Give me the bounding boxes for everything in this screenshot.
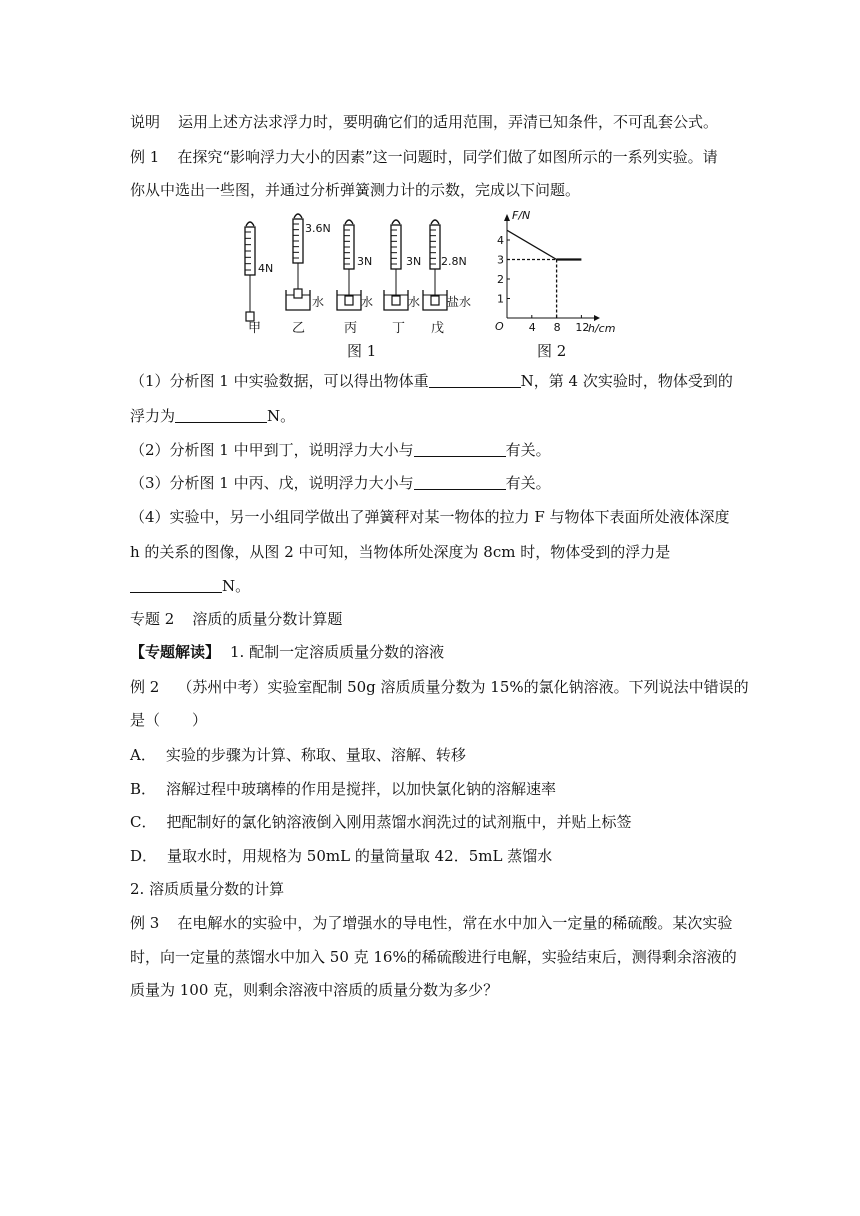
example2-label: 例 2 [130,678,160,696]
option-b-text: 溶解过程中玻璃棒的作用是搅拌，以加快氯化钠的溶解速率 [166,780,557,798]
example1-text1: 在探究“影响浮力大小的因素”这一问题时，同学们做了如图所示的一系列实验。请 [177,148,718,166]
setup-label-bing: 丙 [344,321,358,336]
object-block-jia [246,312,254,321]
spring-scale-jia [245,222,255,321]
hook-jia [246,222,254,226]
q3-text-b: 有关。 [505,474,551,492]
answer-blank-buoyancy-4[interactable] [175,408,267,423]
topic2-name: 溶质的质量分数计算题 [192,610,343,628]
hook-yi [294,214,302,218]
note-label: 说明 [130,113,161,131]
option-a-letter: A． [130,746,156,764]
option-a-text: 实验的步骤为计算、称取、量取、溶解、转移 [165,746,466,764]
option-a [130,745,730,765]
question4-line3 [130,576,730,596]
figure-2-graph [495,210,615,360]
liquid-bing: 水 [361,295,374,309]
question1-line2 [130,406,730,426]
y-tick-label: 1 [497,292,504,306]
setup-label-yi: 乙 [292,321,306,336]
topic2-heading [130,609,730,629]
figures [236,210,626,362]
object-block-ding [392,296,400,305]
topic-reading-line [130,642,730,662]
q1-text-d: N。 [267,407,296,425]
figure-1-drawing [236,210,626,362]
y-tick-label: 4 [497,234,504,247]
setup-label-wu: 戊 [431,321,445,336]
option-d [130,846,730,866]
option-c-letter: C． [130,813,157,831]
example3-text1: 在电解水的实验中，为了增强水的导电性，常在水中加入一定量的稀硫酸。某次实验 [177,914,733,932]
option-b [130,779,730,799]
plot-area [507,230,581,318]
option-b-letter: B． [130,780,157,798]
reading-wu: 2.8N [441,255,467,268]
reading-bing: 3N [357,255,373,268]
reading-jia: 4N [258,262,274,275]
liquid-yi: 水 [312,295,325,309]
example1-label: 例 1 [130,148,160,166]
hook-bing [345,220,353,224]
note-line [130,112,730,132]
y-axis-label: F/N [512,210,531,222]
example2-paren-close: ） [192,711,208,729]
topic-reading-label: 【专题解读】 [130,643,221,661]
y-tick-label: 2 [497,273,504,286]
reading-ding: 3N [406,255,422,268]
topic2-title: 专题 2 [130,610,175,628]
example2-line1 [130,677,749,697]
y-tick-label: 3 [497,253,504,267]
question4-line1: （4）实验中，另一小组同学做出了弹簧秤对某一物体的拉力 F 与物体下表面所处液体深度 [130,508,730,526]
q1-text-a: （1）分析图 1 中实验数据，可以得出物体重 [130,372,429,390]
x-tick-label: 8 [553,321,561,334]
example2-line2 [130,710,730,730]
q1-text-c: 浮力为 [130,407,176,425]
axis-ticks [497,234,589,334]
q1-text-b: N，第 4 次实验时，物体受到的 [520,372,733,390]
x-tick-label: 12 [575,321,590,334]
liquid-ding: 水 [408,295,421,309]
x-tick-label: 4 [528,321,536,334]
q2-text-a: （2）分析图 1 中甲到丁，说明浮力大小与 [130,441,414,459]
y-axis-arrow [504,214,510,221]
option-c-text: 把配制好的氯化钠溶液倒入刚用蒸馏水润洗过的试剂瓶中，并贴上标签 [166,813,632,831]
example3-line1 [130,913,733,933]
question2-line [130,440,730,460]
example3-label: 例 3 [130,914,160,932]
object-block-yi [294,289,302,298]
question3-line [130,473,730,493]
option-c [130,812,730,832]
origin-label: O [495,320,504,333]
series-line-segment [507,230,557,259]
hook-wu [431,220,439,224]
object-block-wu [431,296,439,305]
object-block-bing [345,296,353,305]
option-d-letter: D． [130,847,158,865]
hook-ding [392,220,400,224]
figure1-caption: 图 1 [347,342,377,360]
answer-blank-q3[interactable] [414,475,506,490]
reading-yi: 3.6N [305,222,331,235]
section2-heading: 2. 溶质质量分数的计算 [130,880,285,898]
option-d-text: 量取水时，用规格为 50mL 的量筒量取 42．5mL 蒸馏水 [167,847,553,865]
example3-line3: 质量为 100 克，则剩余溶液中溶质的质量分数为多少？ [130,981,499,999]
answer-blank-q2[interactable] [414,442,506,457]
q2-text-b: 有关。 [505,441,551,459]
question1-line1 [130,371,733,391]
example1-line1 [130,147,730,167]
q4-text-c: N。 [222,577,251,595]
topic-reading-text: 1. 配制一定溶质质量分数的溶液 [230,643,445,661]
example2-paren-open: 是（ [130,711,161,729]
liquid-wu: 盐水 [447,295,472,309]
example3-line2: 时，向一定量的蒸馏水中加入 50 克 16%的稀硫酸进行电解，实验结束后，测得剩余溶液的 [130,948,737,966]
setup-label-jia: 甲 [248,321,262,336]
example1-line2: 你从中选出一些图，并通过分析弹簧测力计的示数，完成以下问题。 [130,181,581,199]
example2-text1: （苏州中考）实验室配制 50g 溶质质量分数为 15%的氯化钠溶液。下列说法中错误的 [177,678,749,696]
figure2-caption: 图 2 [537,342,567,360]
q3-text-a: （3）分析图 1 中丙、戊，说明浮力大小与 [130,474,414,492]
x-axis-label: h/cm [588,322,616,335]
answer-blank-q4[interactable] [130,578,222,593]
question4-line2: h 的关系的图像，从图 2 中可知，当物体所处深度为 8cm 时，物体受到的浮力是 [130,543,671,561]
note-text: 运用上述方法求浮力时，要明确它们的适用范围，弄清已知条件，不可乱套公式。 [178,113,719,131]
spring-scale-ding [384,220,408,310]
setup-label-ding: 丁 [392,321,406,336]
answer-blank-weight[interactable] [429,373,521,388]
x-axis-arrow [594,315,600,321]
